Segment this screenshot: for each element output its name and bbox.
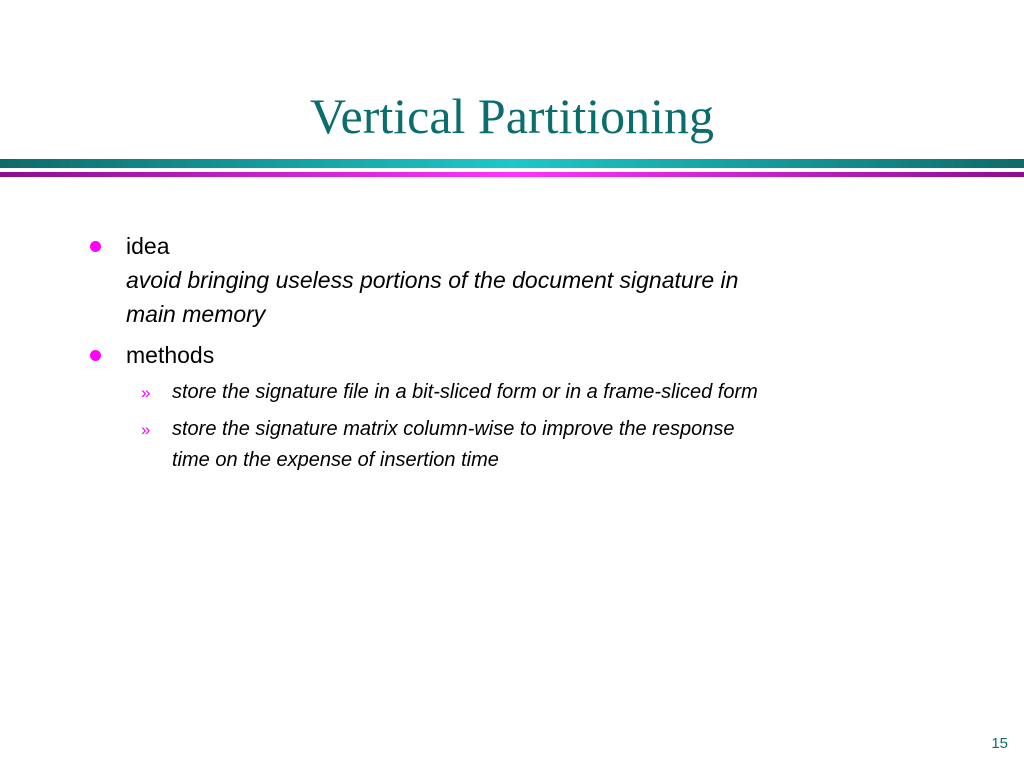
title-divider-teal (0, 159, 1024, 168)
bullet-dot (90, 350, 101, 361)
sub-bullet-text: store the signature matrix column-wise to improve the response (172, 418, 735, 440)
bullet-detail-line: avoid bringing useless portions of the document signature in (126, 267, 739, 293)
bullet-text-methods: methods (126, 342, 215, 368)
sub-bullet-marker: » (141, 383, 151, 402)
sub-bullet-text: store the signature file in a bit-sliced form or in a frame-sliced form (172, 381, 758, 403)
slide-title: Vertical Partitioning (309, 88, 715, 144)
sub-bullet-marker: » (141, 420, 151, 439)
title-divider-magenta (0, 172, 1024, 177)
bullet-dot (90, 241, 101, 252)
page-number: 15 (991, 735, 1008, 752)
sub-bullet-text: time on the expense of insertion time (172, 449, 499, 471)
bullet-text-idea: idea (126, 233, 170, 259)
bullet-detail-line: main memory (126, 301, 266, 327)
